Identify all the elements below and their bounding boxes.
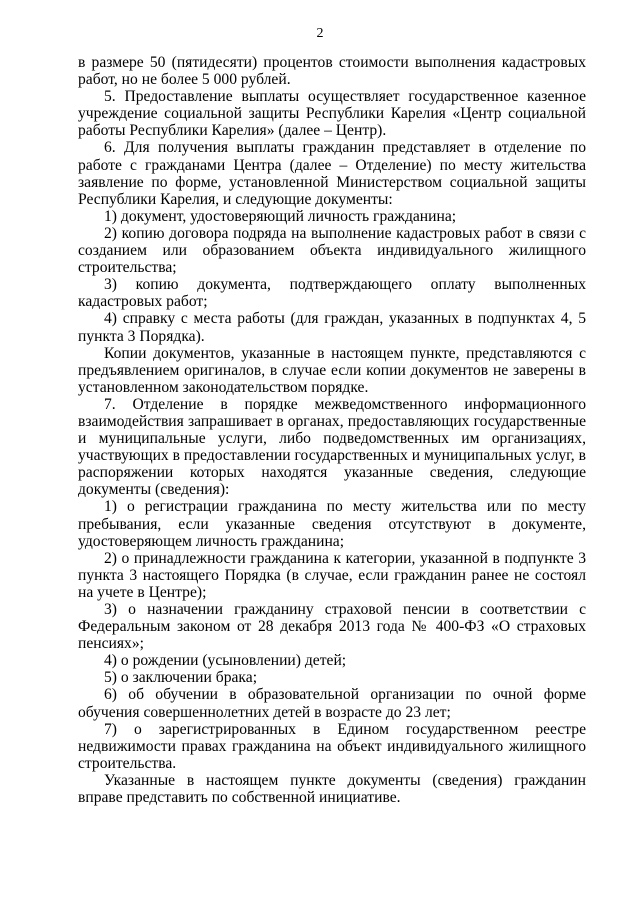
list-item-6-2: 2) копию договора подряда на выполнение кадастровых работ в связи с созданием или образованием объекта индивидуального жилищного строительства; xyxy=(78,224,586,277)
list-item-7-6: 6) об обучении в образовательной организации по очной форме обучения совершеннолетних детей в возрасте до 23 лет; xyxy=(78,686,586,721)
list-item-6-1: 1) документ, удостоверяющий личность гражданина; xyxy=(104,207,457,225)
list-item-6-4: 4) справку с места работы (для граждан, указанных в подпунктах 4, 5 пункта 3 Порядка). xyxy=(78,310,586,345)
paragraph-copies-note: Копии документов, указанные в настоящем пункте, представляются с предъявлением оригиналов, в случае если копии документов не заверены в установленном законодательством порядке. xyxy=(78,344,586,396)
paragraph-item-6: 6. Для получения выплаты гражданин представляет в отделение по работе с гражданами Центра (далее – Отделение) по месту жительства заявление по форме, установленной Министерством социальной защиты Республики Карелия, и следующие документы: xyxy=(78,139,586,208)
paragraph-own-initiative: Указанные в настоящем пункте документы (сведения) гражданин вправе представить по собственной инициативе. xyxy=(78,771,586,807)
list-item-7-3: 3) о назначении гражданину страховой пенсии в соответствии с Федеральным законом от 28 декабря 2013 года № 400-ФЗ «О страховых пенсиях»; xyxy=(78,601,586,653)
page-number: 2 xyxy=(316,26,324,41)
list-item-7-4: 4) о рождении (усыновлении) детей; xyxy=(104,652,347,670)
document-body xyxy=(78,54,586,806)
list-item-7-7: 7) о зарегистрированных в Едином государственном реестре недвижимости правах гражданина на объект индивидуального жилищного строительства. xyxy=(78,720,586,772)
list-item-7-5: 5) о заключении брака; xyxy=(104,669,258,687)
list-item-7-2: 2) о принадлежности гражданина к категории, указанной в подпункте 3 пункта 3 настоящего Порядка (в случае, если гражданин ранее не состоял на учете в Центре); xyxy=(78,549,586,601)
paragraph-item-5: 5. Предоставление выплаты осуществляет государственное казенное учреждение социальной защиты Республики Карелия «Центр социальной работы Республики Карелия» (далее – Центр). xyxy=(78,88,586,140)
list-item-7-1: 1) о регистрации гражданина по месту жительства или по месту пребывания, если указанные сведения отсутствуют в документе, удостоверяющем личность гражданина; xyxy=(78,498,586,550)
paragraph-continuation: в размере 50 (пятидесяти) процентов стоимости выполнения кадастровых работ, но не более 5 000 рублей. xyxy=(78,54,586,89)
paragraph-item-7: 7. Отделение в порядке межведомственного информационного взаимодействия запрашивает в органах, предоставляющих государственные и муниципальные услуги, либо подведомственных им организациях, участвующих в предоставлении государственных и муниципальных услуг, в распоряжении которых находятся указанные сведения, следующие документы (сведения): xyxy=(78,395,586,499)
list-item-6-3: 3) копию документа, подтверждающего оплату выполненных кадастровых работ; xyxy=(78,276,586,311)
